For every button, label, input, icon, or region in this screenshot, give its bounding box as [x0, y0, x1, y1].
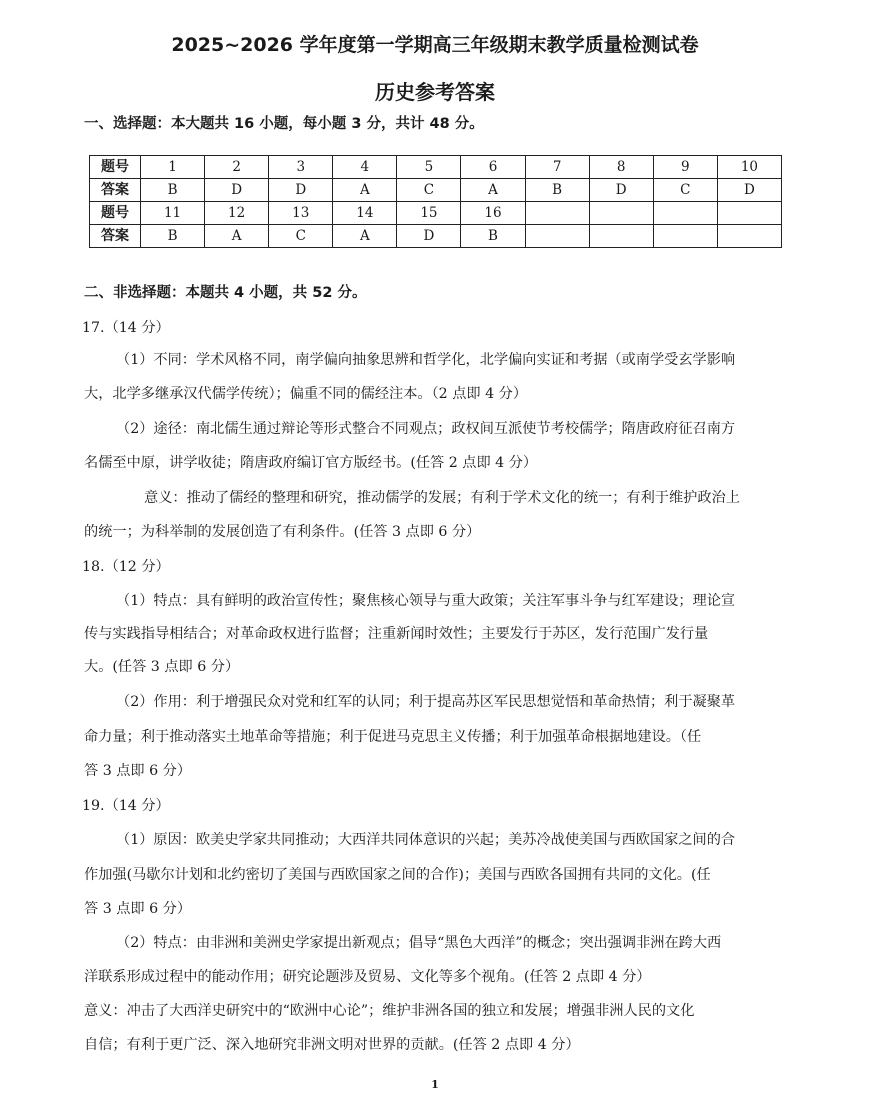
answer-text-line: （2）途径：南北儒生通过辩论等形式整合不同观点；政权间互派使节考校儒学；隋唐政府征召南方	[116, 421, 736, 437]
question-number: 2	[205, 156, 269, 179]
answer-text-line: 答 3 点即 6 分）	[84, 763, 192, 779]
answer-cell: D	[269, 179, 333, 202]
answer-text-line: 洋联系形成过程中的能动作用；研究论题涉及贸易、文化等多个视角。(任答 2 点即 4 分）	[84, 969, 651, 985]
empty-cell	[653, 225, 717, 248]
empty-cell	[717, 225, 781, 248]
empty-cell	[525, 225, 589, 248]
answer-text-line: （2）特点：由非洲和美洲史学家提出新观点；倡导“黑色大西洋”的概念；突出强调非洲在跨大西	[116, 935, 722, 951]
page-number: 1	[431, 1078, 439, 1091]
table-row	[90, 225, 782, 248]
table-row	[90, 156, 782, 179]
answer-cell: C	[653, 179, 717, 202]
question-18-header: 18.（12 分）	[82, 559, 170, 575]
empty-cell	[717, 202, 781, 225]
answer-text-line: 传与实践指导相结合；对革命政权进行监督；注重新闻时效性；主要发行于苏区，发行范围广发行量	[84, 626, 709, 642]
row-label-answer: 答案	[90, 179, 141, 202]
question-number: 15	[397, 202, 461, 225]
question-number: 1	[141, 156, 205, 179]
question-number: 11	[141, 202, 205, 225]
answer-text-line: 自信；有利于更广泛、深入地研究非洲文明对世界的贡献。(任答 2 点即 4 分）	[84, 1037, 580, 1053]
answer-cell: B	[141, 179, 205, 202]
answer-cell: A	[461, 179, 525, 202]
question-number: 14	[333, 202, 397, 225]
question-number: 13	[269, 202, 333, 225]
answer-cell: B	[525, 179, 589, 202]
answer-cell: D	[589, 179, 653, 202]
question-number: 5	[397, 156, 461, 179]
answer-table	[89, 155, 782, 248]
answer-text-line: 命力量；利于推动落实土地革命等措施；利于促进马克思主义传播；利于加强革命根据地建设。（任	[84, 729, 702, 745]
answer-cell: A	[205, 225, 269, 248]
answer-text-line: 大，北学多继承汉代儒学传统）；偏重不同的儒经注本。（2 点即 4 分）	[84, 386, 528, 402]
question-number: 10	[717, 156, 781, 179]
answer-cell: A	[333, 225, 397, 248]
answer-text-line: 的统一；为科举制的发展创造了有利条件。(任答 3 点即 6 分）	[84, 524, 481, 540]
row-label-question: 题号	[90, 202, 141, 225]
question-number: 4	[333, 156, 397, 179]
empty-cell	[653, 202, 717, 225]
answer-cell: D	[205, 179, 269, 202]
answer-cell: C	[269, 225, 333, 248]
question-19-header: 19.（14 分）	[82, 798, 170, 814]
question-number: 3	[269, 156, 333, 179]
exam-title: 2025~2026 学年度第一学期高三年级期末教学质量检测试卷	[171, 34, 699, 56]
row-label-answer: 答案	[90, 225, 141, 248]
part2-heading: 二、非选择题：本题共 4 小题，共 52 分。	[84, 285, 367, 301]
answer-cell: D	[397, 225, 461, 248]
table-row	[90, 202, 782, 225]
answer-cell: B	[141, 225, 205, 248]
question-number: 7	[525, 156, 589, 179]
answer-cell: D	[717, 179, 781, 202]
answer-cell: B	[461, 225, 525, 248]
answer-text-line: 意义：冲击了大西洋史研究中的“欧洲中心论”；维护非洲各国的独立和发展；增强非洲人民的文化	[84, 1003, 695, 1019]
answer-text-line: （1）原因：欧美史学家共同推动；大西洋共同体意识的兴起；美苏冷战使美国与西欧国家之间的合	[116, 832, 736, 848]
answer-text-line: 作加强(马歇尔计划和北约密切了美国与西欧国家之间的合作)；美国与西欧各国拥有共同的文化。(任	[84, 867, 711, 883]
question-number: 6	[461, 156, 525, 179]
answer-text-line: （1）不同：学术风格不同，南学偏向抽象思辨和哲学化，北学偏向实证和考据（或南学受玄学影响	[116, 352, 736, 368]
answer-text-line: 意义：推动了儒经的整理和研究，推动儒学的发展；有利于学术文化的统一；有利于维护政治上	[144, 490, 740, 506]
empty-cell	[589, 225, 653, 248]
empty-cell	[589, 202, 653, 225]
answer-cell: C	[397, 179, 461, 202]
part1-heading: 一、选择题：本大题共 16 小题，每小题 3 分，共计 48 分。	[84, 116, 484, 132]
question-number: 12	[205, 202, 269, 225]
answer-text-line: （1）特点：具有鲜明的政治宣传性；聚焦核心领导与重大政策；关注军事斗争与红军建设；理论宣	[116, 593, 736, 609]
answer-text-line: 大。(任答 3 点即 6 分）	[84, 659, 240, 675]
answer-text-line: 答 3 点即 6 分）	[84, 901, 192, 917]
question-number: 16	[461, 202, 525, 225]
question-number: 9	[653, 156, 717, 179]
answer-text-line: 名儒至中原，讲学收徒；隋唐政府编订官方版经书。(任答 2 点即 4 分）	[84, 455, 538, 471]
empty-cell	[525, 202, 589, 225]
table-row	[90, 179, 782, 202]
question-number: 8	[589, 156, 653, 179]
answer-cell: A	[333, 179, 397, 202]
row-label-question: 题号	[90, 156, 141, 179]
answer-subtitle: 历史参考答案	[375, 80, 495, 104]
answer-text-line: （2）作用：利于增强民众对党和红军的认同；利于提高苏区军民思想觉悟和革命热情；利于凝聚革	[116, 694, 736, 710]
question-17-header: 17.（14 分）	[82, 320, 170, 336]
